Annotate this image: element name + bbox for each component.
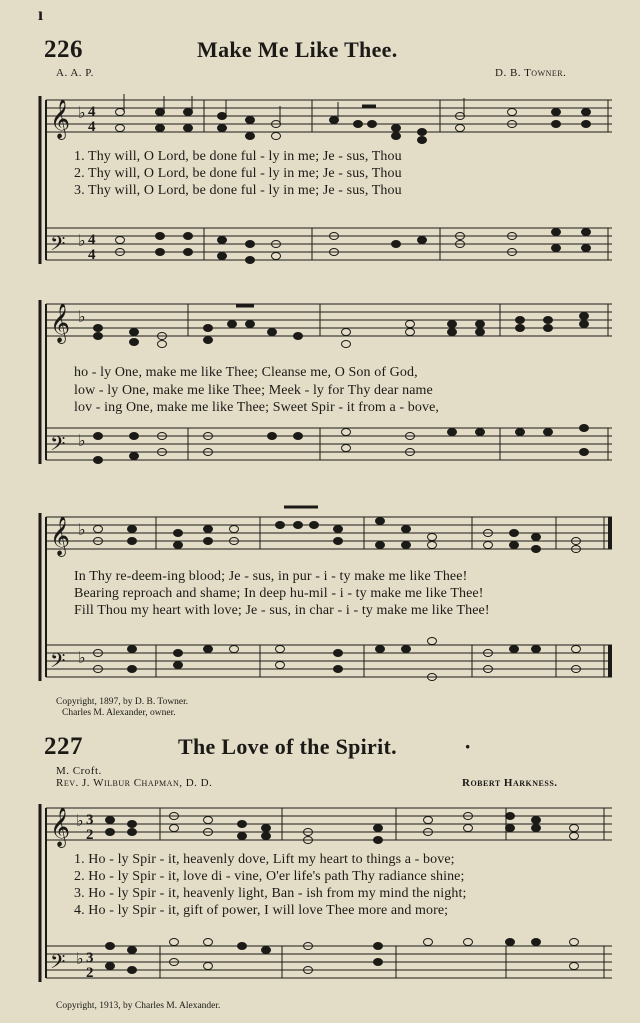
flat-icon: ♭ xyxy=(76,813,84,830)
copyright-226-line2: Charles M. Alexander, owner. xyxy=(62,708,176,718)
lyric-line-227-v3: 3. Ho - ly Spir - it, heavenly light, Ban - ish from my mind the night; xyxy=(74,886,467,901)
corner-mark: ı xyxy=(38,4,44,24)
svg-text:3: 3 xyxy=(86,812,94,828)
flat-icon: ♭ xyxy=(78,105,86,122)
credit-227-left2: Rev. J. Wilbur Chapman, D. D. xyxy=(56,777,213,789)
credit-227-right: Robert Harkness. xyxy=(462,777,558,789)
lyric-line-226-3-v1: In Thy re-deem-ing blood; Je - sus, in pur - i - ty make me like Thee! xyxy=(74,569,468,584)
hymn-title-mark-227: · xyxy=(464,734,472,759)
svg-text:4: 4 xyxy=(88,232,96,248)
lyric-line-227-v2: 2. Ho - ly Spir - it, love di - vine, O'er life's path Thy radiance shine; xyxy=(74,869,465,884)
flat-icon: ♭ xyxy=(78,309,86,326)
hymn-title-227: The Love of the Spirit. xyxy=(178,734,397,759)
treble-clef-icon: 𝄞 xyxy=(50,101,71,138)
flat-icon: ♭ xyxy=(78,650,86,667)
svg-text:4: 4 xyxy=(88,247,96,263)
copyright-226-line1: Copyright, 1897, by D. B. Towner. xyxy=(56,697,189,707)
copyright-227: Copyright, 1913, by Charles M. Alexander. xyxy=(56,1001,221,1011)
bass-clef-icon: 𝄢 xyxy=(50,651,66,677)
flat-icon: ♭ xyxy=(78,233,86,250)
hymn-number-227: 227 xyxy=(44,733,83,760)
svg-text:4: 4 xyxy=(88,119,96,135)
svg-text:2: 2 xyxy=(86,965,94,981)
lyric-line-226-1-v3: 3. Thy will, O Lord, be done ful - ly in me; Je - sus, Thou xyxy=(74,183,402,198)
flat-icon: ♭ xyxy=(78,433,86,450)
lyric-line-226-2-v2: low - ly One, make me like Thee; Meek - ly for Thy dear name xyxy=(74,383,433,398)
svg-text:4: 4 xyxy=(88,104,96,120)
treble-clef-icon: 𝄞 xyxy=(50,518,71,555)
lyric-line-226-3-v3: Fill Thou my heart with love; Je - sus, in char - i - ty make me like Thee! xyxy=(74,603,490,618)
lyricist-credit-226: A. A. P. xyxy=(56,67,94,79)
lyric-line-226-2-v3: lov - ing One, make me like Thee; Sweet Spir - it from a - bove, xyxy=(74,400,439,415)
flat-icon: ♭ xyxy=(78,522,86,539)
lyric-line-226-3-v2: Bearing reproach and shame; In deep hu-mil - i - ty make me like Thee! xyxy=(74,586,484,601)
hymn-number-226: 226 xyxy=(44,36,83,63)
lyric-line-227-v1: 1. Ho - ly Spir - it, heavenly dove, Lift my heart to things a - bove; xyxy=(74,852,455,867)
lyric-line-226-1-v1: 1. Thy will, O Lord, be done ful - ly in me; Je - sus, Thou xyxy=(74,149,402,164)
lyric-line-226-2-v1: ho - ly One, make me like Thee; Cleanse me, O Son of God, xyxy=(74,365,418,380)
credit-227-left1: M. Croft. xyxy=(56,765,102,777)
svg-text:3: 3 xyxy=(86,950,94,966)
lyric-line-227-v4: 4. Ho - ly Spir - it, gift of power, I will love Thee more and more; xyxy=(74,903,449,918)
music-system-226-1 xyxy=(36,92,612,272)
hymn-title-226: Make Me Like Thee. xyxy=(197,37,398,62)
bass-clef-icon: 𝄢 xyxy=(50,234,66,260)
lyric-line-226-1-v2: 2. Thy will, O Lord, be done ful - ly in me; Je - sus, Thou xyxy=(74,166,402,181)
treble-clef-icon: 𝄞 xyxy=(50,809,71,846)
bass-clef-icon: 𝄢 xyxy=(50,434,66,460)
composer-credit-226: D. B. Towner. xyxy=(495,67,567,79)
bass-clef-icon: 𝄢 xyxy=(50,952,66,978)
svg-text:2: 2 xyxy=(86,827,94,843)
flat-icon: ♭ xyxy=(76,951,84,968)
treble-clef-icon: 𝄞 xyxy=(50,305,71,342)
